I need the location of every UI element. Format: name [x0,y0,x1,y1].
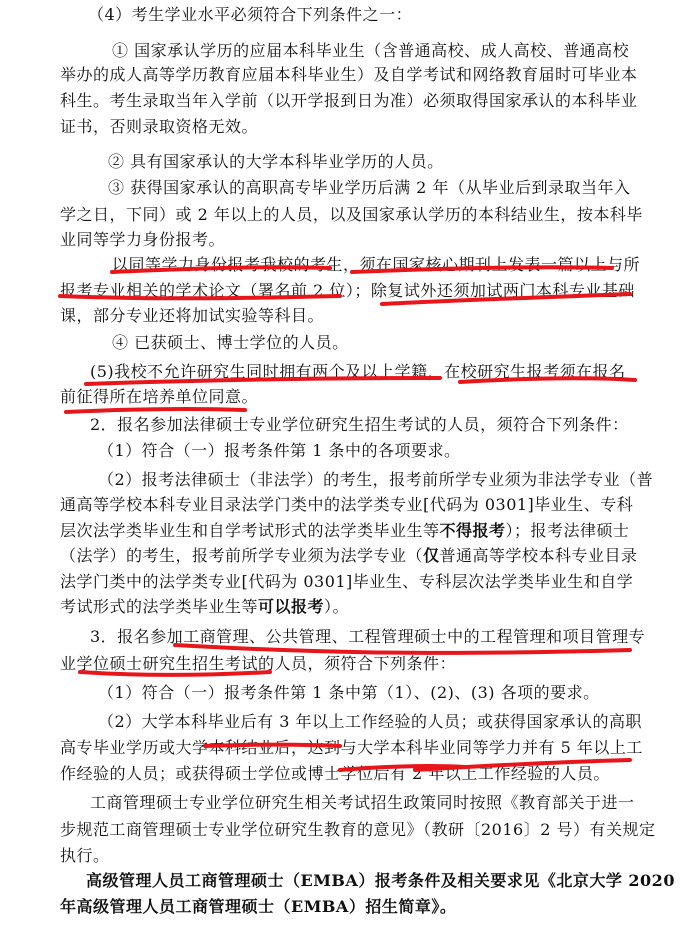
line-text: 步规范工商管理硕士专业学位研究生教育的意见》（教研〔2016〕2 号）有关规定 [60,820,656,839]
line-text: （2）大学本科毕业后有 3 年以上工作经验的人员；或获得国家承认的高职 [98,712,643,731]
line-text: 以同等学力身份报考我校的考生，须在国家核心期刊上发表一篇以上与所 [112,255,641,274]
text-line [88,5,689,25]
text-line [108,178,689,198]
bold-text: 可以报考 [258,597,325,616]
text-line [90,415,689,435]
line-text: 作经验的人员；或获得硕士学位或博士学位后有 2 年以上工作经验的人员。 [60,764,610,783]
line-text: 通高等学校本科专业目录法学门类中的法学类专业[代码为 0301]毕业生、专科 [60,495,634,514]
text-line [112,41,689,61]
text-line [60,521,689,541]
text-line [60,846,689,866]
line-text: 业同等学力身份报考。 [60,230,226,249]
line-text: 证书，否则录取资格无效。 [60,117,259,136]
text-line [60,281,689,301]
line-text: 3．报名参加工商管理、公共管理、工程管理硕士中的工程管理和项目管理专 [90,627,646,646]
text-line [60,546,689,566]
text-line [98,441,689,461]
text-line [90,627,689,647]
text-line [60,117,689,137]
line-text: 业学位硕士研究生招生考试的人员，须符合下列条件： [60,654,457,673]
line-text: 课，部分专业还将加试实验等科目。 [60,306,325,325]
line-text: 执行。 [60,846,110,865]
text-line [108,152,689,172]
text-line [98,683,689,703]
line-text: （法学）的考生，报考前所学专业须为法学专业（ [60,546,424,565]
line-text: 层次法学类毕业生和自学考试形式的法学类毕业生等 [60,521,440,540]
text-line [60,597,689,617]
line-text: 工商管理硕士专业学位研究生相关考试招生政策同时按照《教育部关于进一 [90,793,635,812]
text-line [60,764,689,784]
line-text: 科生。考生录取当年入学前（以开学报到日为准）必须取得国家承认的本科毕业 [60,91,638,110]
line-text: 高专毕业学历或大学本科结业后，达到与大学本科毕业同等学力并有 5 年以上工 [60,738,643,757]
bold-text: 年高级管理人员工商管理硕士（EMBA）招生简章》。 [60,897,457,916]
line-text: 考试形式的法学类毕业生等 [60,597,259,616]
line-text: （1）符合（一）报考条件第 1 条中的各项要求。 [98,441,461,460]
underline-7 [66,409,245,412]
text-line [60,65,689,85]
text-line [60,230,689,250]
text-line [60,654,689,674]
text-line [90,362,689,382]
line-text: ① 国家承认学历的应届本科毕业生（含普通高校、成人高校、普通高校 [112,41,630,60]
line-text: （4）考生学业水平必须符合下列条件之一： [88,5,413,24]
line-text: 法学门类中的法学类专业[代码为 0301]毕业生、专科层次法学类毕业生和自学 [60,572,634,591]
bold-text: 不得报考 [439,521,506,540]
text-line [60,820,689,840]
text-line [112,255,689,275]
line-text: 报考专业相关的学术论文（署名前 2 位）；除复试外还须加试两门本科专业基础 [60,281,635,300]
line-text: 学之日，下同）或 2 年以上的人员，以及国家承认学历的本科结业生，按本科毕 [60,205,643,224]
text-line [60,897,689,917]
text-line [98,470,689,490]
text-line [60,495,689,515]
text-line [98,712,689,732]
line-text: ④ 已获硕士、博士学位的人员。 [112,333,349,352]
text-line [90,793,689,813]
text-line [86,871,689,891]
bold-text: 仅 [423,546,440,565]
line-text: 举办的成人高等学历教育应届本科毕业生）及自学考试和网络教育届时可毕业本 [60,65,638,84]
line-text: （2）报考法律硕士（非法学）的考生，报考前所学专业须为非法学专业（普 [98,470,654,489]
text-line [60,572,689,592]
line-text: ）；报考法律硕士 [505,521,630,540]
line-text: 普通高等学校本科专业目录 [439,546,638,565]
line-text: ③ 获得国家承认的高职高专毕业学历后满 2 年（从毕业后到录取当年入 [108,178,631,197]
text-line [60,91,689,111]
text-line [60,738,689,758]
line-text: ）。 [324,597,350,616]
line-text: 前征得所在培养单位同意。 [60,387,259,406]
line-text: （1）符合（一）报考条件第 1 条中第（1）、(2)、(3) 各项的要求。 [98,683,600,702]
line-text: 2．报名参加法律硕士专业学位研究生招生考试的人员，须符合下列条件： [90,415,629,434]
text-line [112,333,689,353]
line-text: (5)我校不允许研究生同时拥有两个及以上学籍，在校研究生报考须在报名 [90,362,626,381]
text-line [60,306,689,326]
bold-text: 高级管理人员工商管理硕士（EMBA）报考条件及相关要求见《北京大学 2020 [86,871,675,890]
line-text: ② 具有国家承认的大学本科毕业学历的人员。 [108,152,444,171]
text-line [60,387,689,407]
text-line [60,205,689,225]
